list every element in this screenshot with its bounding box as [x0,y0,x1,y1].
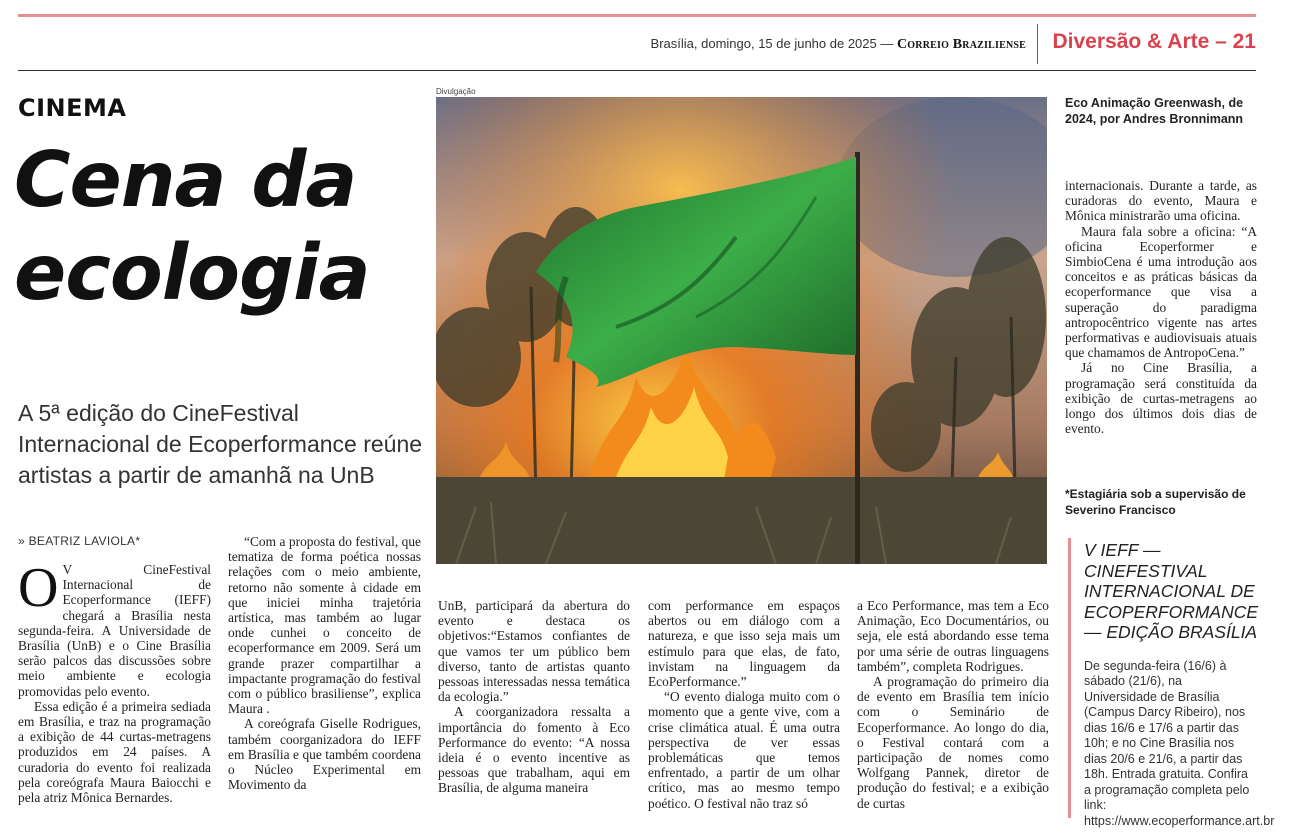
paragraph: Já no Cine Brasília, a programação será constituída da exibição de curtas-metragens ao longo dos últimos dois dias de evento. [1065,360,1257,437]
masthead-divider [1037,24,1038,64]
article-headline [14,134,424,320]
photo-caption: Eco Animação Greenwash, de 2024, por Andres Bronnimann [1065,96,1244,126]
event-info-box [1068,538,1275,828]
top-accent-rule [18,14,1256,17]
paragraph: A programação do primeiro dia de evento em Brasília tem início com o Seminário de Ecoperformance. Ao longo do dia, o Festival contará com a participação de nomes como Wolfgang Pannek, diretor de produção do festival; e a exibição de curtas [857,674,1049,811]
article-column-5 [857,598,1049,811]
author-footnote: *Estagiária sob a supervisão de Severino Francisco [1065,487,1246,517]
drop-cap: O [18,557,59,619]
paragraph: “O evento dialoga muito com o momento que a gente vive, com a crise climática atual. É uma outra perspectiva de ver essas problemáticas que temos enfrentado, a partir de um olhar crítico, mas ao mesmo tempo poético. O festival não traz só [648,689,840,811]
paragraph: com performance em espaços abertos ou em diálogo com a natureza, e que isso seja mais um estímulo para que elas, de fato, invistam na linguagem da EcoPerformance.” [648,598,840,690]
paragraph: Maura fala sobre a oficina: “A oficina Ecoperformer e SimbioCena é uma introdução aos conceitos e as práticas básicas da ecoperformance que visa a superação do paradigma antropocêntrico vigente nas artes performativas e audiovisuais atuais que chamamos de AntropoCena.” [1065,223,1257,361]
article-subhead: A 5ª edição do CineFestival Internacional de Ecoperformance reúne artistas a partir de amanhã na UnB [18,400,423,488]
wildfire-flag-illustration [436,97,1047,564]
section-page-label: Diversão & Arte – 21 [1052,30,1256,53]
article-column-1 [18,557,211,806]
masthead-rule [18,70,1256,71]
newspaper-name: Correio Braziliense [897,37,1026,52]
dateline-text: Brasília, domingo, 15 de junho de 2025 — [650,36,894,51]
article-kicker: CINEMA [18,94,127,122]
article-column-3 [438,598,630,796]
headline-line-1: Cena da [14,136,357,225]
event-info-title: V IEFF — CINEFESTIVAL INTERNACIONAL DE ECOPERFORMANCE — EDIÇÃO BRASÍLIA [1084,540,1259,642]
paragraph: “Com a proposta do festival, que tematiza de forma poética nossas relações com o meio ambiente, retorno não somente à cidade em que iniciei minha trajetória artística, mas também ao lugar onde cunhei o conceito de ecoperformance em 2009. Será um grande prazer compartilhar a impactante programação do festival com o público brasiliense”, explica Maura . [228,534,421,717]
masthead [18,24,1256,68]
dateline [651,36,1026,53]
paragraph: UnB, participará da abertura do evento e destaca os objetivos:“Estamos confiantes de que vamos ter um público bem diverso, tanto de artistas quanto pessoas interessadas nessa temática da ecologia.” [438,598,630,705]
paragraph: a Eco Performance, mas tem a Eco Animação, Eco Documentários, ou seja, ele está abordando esse tema por uma série de outras linguagens também”, completa Rodrigues. [857,598,1049,674]
paragraph: A coreógrafa Giselle Rodrigues, também coorganizadora do IEFF em Brasília e que também coordena o Núcleo Experimental em Movimento da [228,716,421,793]
paragraph: A coorganizadora ressalta a importância do fomento à Eco Performance do evento: “A nossa ideia é o evento incentive as pessoas que trabalham, aqui em Brasília, de alguma maneira [438,704,630,796]
paragraph-text: V CineFestival Internacional de Ecoperformance (IEFF) chegará a Brasília nesta segunda-feira. A Universidade de Brasília (UnB) e o Cine Brasília serão palcos das discussões sobre meio ambiente e ecologia promovidas pelo evento. [18,562,211,699]
photo-credit: Divulgação [436,87,476,96]
article-column-6 [1065,178,1257,436]
article-photo [436,97,1047,564]
paragraph: Essa edição é a primeira sediada em Brasília, e traz na programação a exibição de 44 curtas-metragens produzidos em 24 países. A curadoria do evento foi realizada pela coreógrafa Maura Baiocchi e pela atriz Mônica Bernardes. [18,698,211,806]
headline-line-2: ecologia [14,229,370,318]
paragraph: internacionais. Durante a tarde, as curadoras do evento, Maura e Mônica ministrarão uma oficina. [1065,178,1257,224]
article-column-4 [648,598,840,811]
paragraph [18,557,211,699]
article-byline: » BEATRIZ LAVIOLA* [18,534,141,548]
event-info-body: De segunda-feira (16/6) à sábado (21/6), na Universidade de Brasília (Campus Darcy Ribeiro), nos dias 16/6 e 17/6 a partir das 10h; e no Cine Brasília nos dias 20/6 e 21/6, a partir das 18h. Entrada gratuita. Confira a programação completa pelo link: https://www.ecoperformance.art.br [1084,658,1275,828]
article-column-2 [228,534,421,792]
